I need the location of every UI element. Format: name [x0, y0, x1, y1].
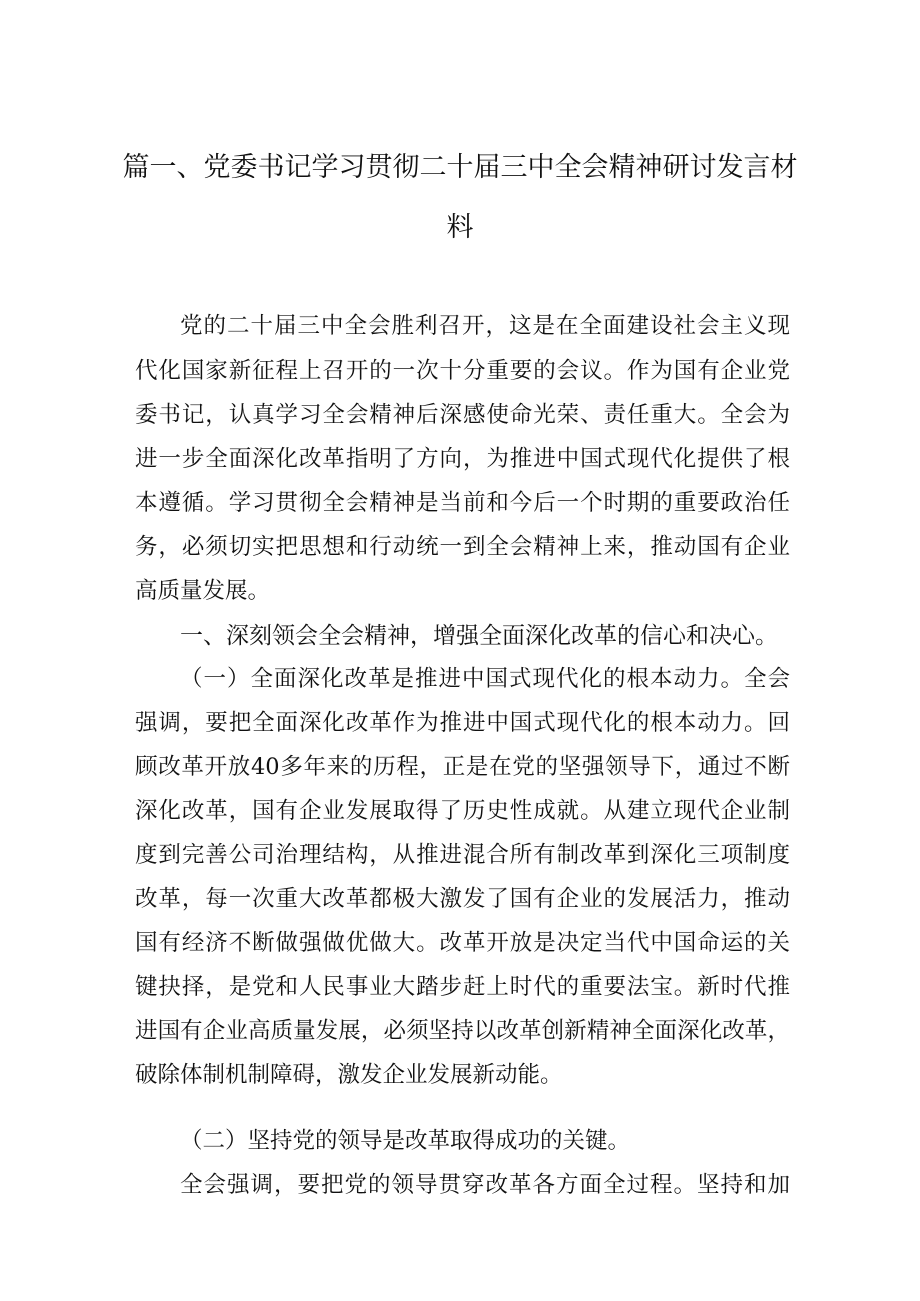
section-1-line: 度到完善公司治理结构，从推进混合所有制改革到深化三项制度: [135, 842, 790, 868]
intro-line: 代化国家新征程上召开的一次十分重要的会议。作为国有企业党: [135, 358, 790, 384]
document-title-line-2: 料: [446, 212, 474, 243]
subsection-2-heading: （二）坚持党的领导是改革取得成功的关键。: [180, 1128, 631, 1154]
intro-line: 党的二十届三中全会胜利召开，这是在全面建设社会主义现: [180, 313, 790, 339]
section-1-heading: 一、深刻领会全会精神，增强全面深化改革的信心和决心。: [180, 623, 778, 649]
section-1-line: 进国有企业高质量发展，必须坚持以改革创新精神全面深化改革，: [135, 1018, 790, 1044]
intro-line: 高质量发展。: [135, 578, 271, 604]
intro-line: 进一步全面深化改革指明了方向，为推进中国式现代化提供了根: [135, 446, 790, 472]
document-title-line-1: 篇一、党委书记学习贯彻二十届三中全会精神研讨发言材: [122, 152, 798, 183]
section-1-line: 改革，每一次重大改革都极大激发了国有企业的发展活力，推动: [135, 886, 790, 912]
section-1-line: 顾改革开放40多年来的历程，正是在党的坚强领导下，通过不断: [135, 754, 790, 780]
section-1-line: 键抉择，是党和人民事业大踏步赶上时代的重要法宝。新时代推: [135, 974, 790, 1000]
section-1-line: 强调，要把全面深化改革作为推进中国式现代化的根本动力。回: [135, 710, 790, 736]
section-1-line: 国有经济不断做强做优做大。改革开放是决定当代中国命运的关: [135, 930, 790, 956]
intro-line: 务，必须切实把思想和行动统一到全会精神上来，推动国有企业: [135, 534, 790, 560]
section-1-line: 深化改革，国有企业发展取得了历史性成就。从建立现代企业制: [135, 798, 790, 824]
section-1-line: 破除体制机制障碍，激发企业发展新动能。: [135, 1062, 563, 1088]
section-1-line: （一）全面深化改革是推进中国式现代化的根本动力。全会: [180, 666, 790, 692]
subsection-2-line: 全会强调，要把党的领导贯穿改革各方面全过程。坚持和加: [180, 1172, 790, 1198]
intro-line: 本遵循。学习贯彻全会精神是当前和今后一个时期的重要政治任: [135, 490, 790, 516]
intro-line: 委书记，认真学习全会精神后深感使命光荣、责任重大。全会为: [135, 402, 790, 428]
